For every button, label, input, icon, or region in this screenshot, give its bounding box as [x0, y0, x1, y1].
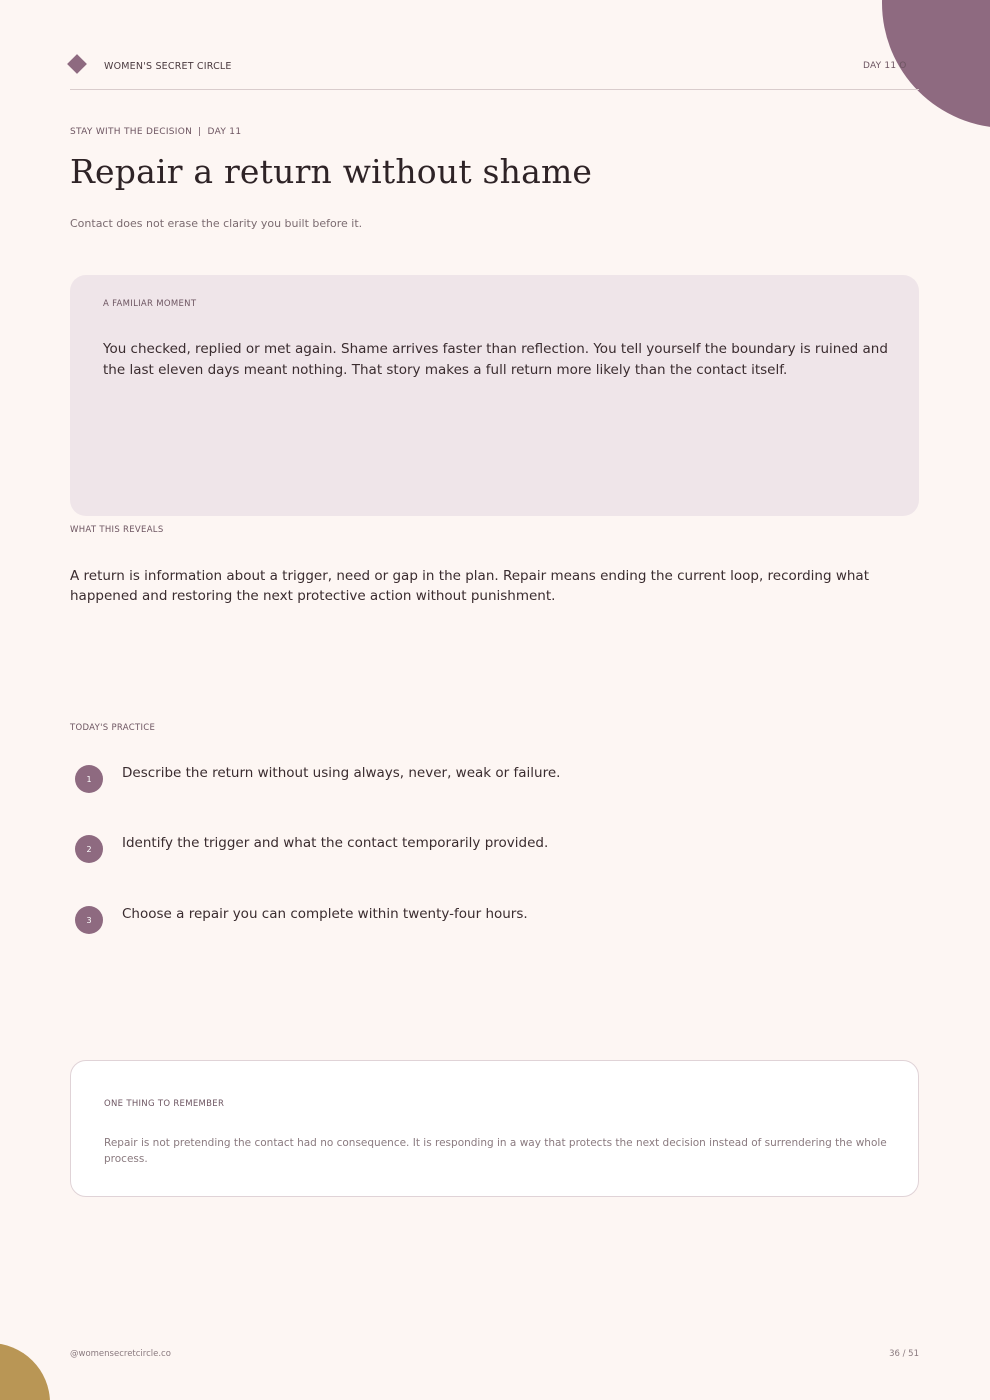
brand-name: WOMEN'S SECRET CIRCLE: [104, 61, 232, 72]
what-this-reveals-label: WHAT THIS REVEALS: [70, 525, 164, 535]
remember-card: [70, 1060, 919, 1197]
remember-label: ONE THING TO REMEMBER: [104, 1099, 225, 1109]
remember-text: Repair is not pretending the contact had no consequence. It is responding in a way that protects the next decision instead of surrendering the whole process.: [104, 1137, 887, 1165]
day-indicator: DAY 11 O: [863, 61, 907, 71]
corner-decoration-gold: [0, 1343, 50, 1400]
page-subtitle: Contact does not erase the clarity you built before it.: [70, 217, 363, 230]
kicker-separator: |: [198, 127, 202, 137]
kicker-section: STAY WITH THE DECISION: [70, 127, 193, 137]
page-title: Repair a return without shame: [70, 152, 593, 191]
step-text: Identify the trigger and what the contact temporarily provided.: [122, 835, 549, 851]
page-header: [70, 52, 919, 90]
diamond-icon: [67, 54, 87, 74]
step-number-badge: 3: [75, 906, 103, 934]
kicker-day: DAY 11: [207, 127, 242, 137]
step-number-badge: 1: [75, 765, 103, 793]
familiar-moment-card: [70, 275, 919, 516]
familiar-moment-text: You checked, replied or met again. Shame arrives faster than reflection. You tell yourself the boundary is ruined and the last eleven days meant nothing. That story makes a full return more likely than the contact itself.: [103, 341, 888, 378]
practice-step: [75, 765, 919, 795]
practice-step: [75, 835, 919, 865]
section-kicker: [70, 127, 241, 137]
footer-handle: @womensecretcircle.co: [70, 1349, 171, 1359]
step-number-badge: 2: [75, 835, 103, 863]
step-text: Choose a repair you can complete within twenty-four hours.: [122, 906, 528, 922]
todays-practice-label: TODAY'S PRACTICE: [70, 723, 156, 733]
page-number: 36 / 51: [889, 1349, 919, 1359]
step-text: Describe the return without using always, never, weak or failure.: [122, 765, 561, 781]
what-this-reveals-text: A return is information about a trigger, need or gap in the plan. Repair means ending the current loop, recording what happened and restoring the next protective action without punishment.: [70, 568, 869, 604]
practice-step: [75, 906, 919, 936]
familiar-moment-label: A FAMILIAR MOMENT: [103, 299, 197, 309]
